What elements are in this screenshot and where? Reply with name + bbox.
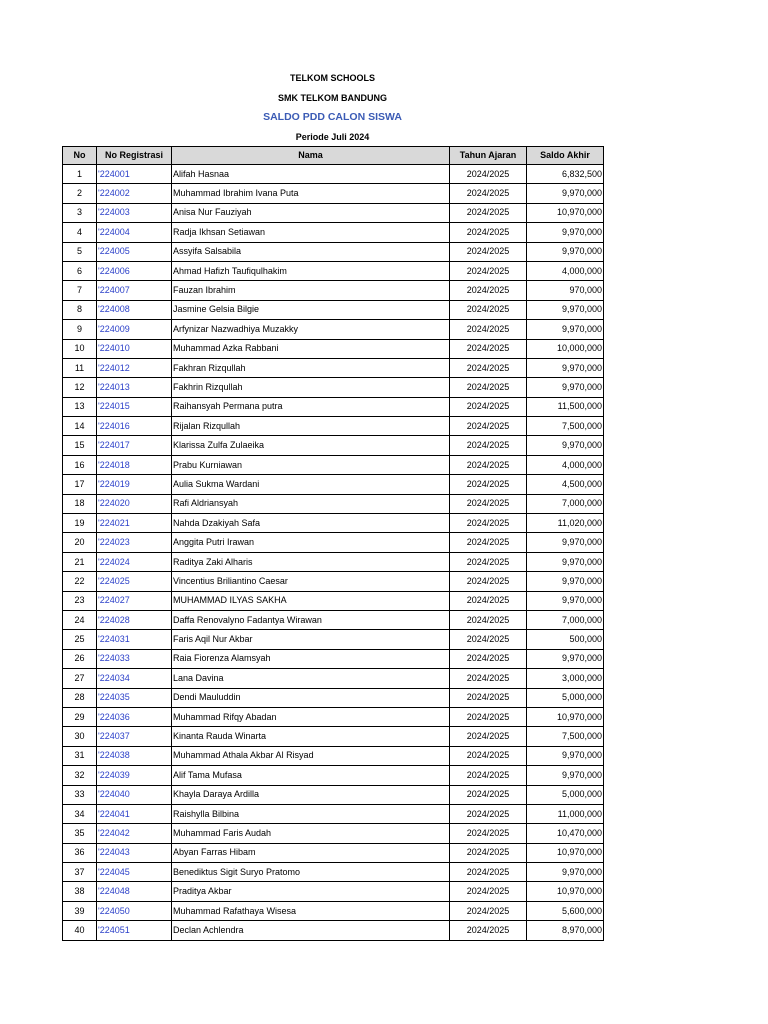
cell-academic-year: 2024/2025	[450, 843, 527, 862]
cell-name: Abyan Farras Hibam	[172, 843, 450, 862]
cell-name: Radja Ikhsan Setiawan	[172, 223, 450, 242]
cell-registration-number[interactable]: '224051	[97, 921, 172, 940]
table-row	[63, 397, 604, 416]
cell-no: 15	[63, 436, 97, 455]
report-title: SALDO PDD CALON SISWA	[263, 111, 402, 123]
cell-final-balance: 10,000,000	[527, 339, 604, 358]
cell-final-balance: 9,970,000	[527, 378, 604, 397]
cell-name: Assyifa Salsabila	[172, 242, 450, 261]
cell-no: 6	[63, 261, 97, 280]
balance-table	[62, 146, 604, 941]
cell-name: Prabu Kurniawan	[172, 455, 450, 474]
cell-name: Nahda Dzakiyah Safa	[172, 514, 450, 533]
cell-no: 25	[63, 630, 97, 649]
table-row	[63, 203, 604, 222]
cell-no: 14	[63, 417, 97, 436]
cell-academic-year: 2024/2025	[450, 184, 527, 203]
cell-no: 36	[63, 843, 97, 862]
cell-name: Muhammad Azka Rabbani	[172, 339, 450, 358]
cell-academic-year: 2024/2025	[450, 746, 527, 765]
cell-final-balance: 10,970,000	[527, 707, 604, 726]
cell-registration-number[interactable]: '224008	[97, 300, 172, 319]
table-row	[63, 804, 604, 823]
cell-registration-number[interactable]: '224021	[97, 514, 172, 533]
cell-academic-year: 2024/2025	[450, 766, 527, 785]
cell-no: 7	[63, 281, 97, 300]
cell-final-balance: 9,970,000	[527, 436, 604, 455]
cell-no: 30	[63, 727, 97, 746]
cell-no: 39	[63, 901, 97, 920]
cell-academic-year: 2024/2025	[450, 436, 527, 455]
cell-academic-year: 2024/2025	[450, 165, 527, 184]
cell-name: Muhammad Rafathaya Wisesa	[172, 901, 450, 920]
table-row	[63, 475, 604, 494]
cell-final-balance: 9,970,000	[527, 766, 604, 785]
table-row	[63, 436, 604, 455]
cell-name: MUHAMMAD ILYAS SAKHA	[172, 591, 450, 610]
cell-academic-year: 2024/2025	[450, 281, 527, 300]
cell-name: Jasmine Gelsia Bilgie	[172, 300, 450, 319]
cell-registration-number[interactable]: '224040	[97, 785, 172, 804]
cell-academic-year: 2024/2025	[450, 630, 527, 649]
table-header-row	[63, 147, 604, 165]
cell-name: Ahmad Hafizh Taufiqulhakim	[172, 261, 450, 280]
cell-final-balance: 10,470,000	[527, 824, 604, 843]
cell-academic-year: 2024/2025	[450, 300, 527, 319]
cell-academic-year: 2024/2025	[450, 707, 527, 726]
cell-registration-number[interactable]: '224041	[97, 804, 172, 823]
cell-no: 13	[63, 397, 97, 416]
cell-no: 1	[63, 165, 97, 184]
cell-no: 28	[63, 688, 97, 707]
cell-academic-year: 2024/2025	[450, 785, 527, 804]
table-row	[63, 339, 604, 358]
cell-academic-year: 2024/2025	[450, 320, 527, 339]
cell-no: 16	[63, 455, 97, 474]
cell-no: 12	[63, 378, 97, 397]
cell-academic-year: 2024/2025	[450, 494, 527, 513]
table-row	[63, 746, 604, 765]
cell-registration-number[interactable]: '224020	[97, 494, 172, 513]
cell-final-balance: 9,970,000	[527, 320, 604, 339]
cell-registration-number[interactable]: '224028	[97, 610, 172, 629]
cell-no: 5	[63, 242, 97, 261]
cell-final-balance: 7,500,000	[527, 417, 604, 436]
table-row	[63, 261, 604, 280]
cell-academic-year: 2024/2025	[450, 610, 527, 629]
cell-no: 23	[63, 591, 97, 610]
cell-no: 4	[63, 223, 97, 242]
table-row	[63, 455, 604, 474]
cell-no: 21	[63, 552, 97, 571]
cell-name: Raditya Zaki Alharis	[172, 552, 450, 571]
cell-academic-year: 2024/2025	[450, 882, 527, 901]
cell-no: 35	[63, 824, 97, 843]
cell-name: Rafi Aldriansyah	[172, 494, 450, 513]
cell-name: Klarissa Zulfa Zulaeika	[172, 436, 450, 455]
cell-academic-year: 2024/2025	[450, 397, 527, 416]
table-row	[63, 242, 604, 261]
cell-registration-number[interactable]: '224024	[97, 552, 172, 571]
table-row	[63, 921, 604, 940]
table-row	[63, 863, 604, 882]
cell-final-balance: 4,000,000	[527, 261, 604, 280]
cell-no: 24	[63, 610, 97, 629]
cell-registration-number[interactable]: '224007	[97, 281, 172, 300]
column-header-registration: No Registrasi	[97, 147, 172, 165]
cell-registration-number[interactable]: '224013	[97, 378, 172, 397]
cell-final-balance: 9,970,000	[527, 223, 604, 242]
cell-final-balance: 970,000	[527, 281, 604, 300]
cell-final-balance: 8,970,000	[527, 921, 604, 940]
cell-registration-number[interactable]: '224035	[97, 688, 172, 707]
cell-academic-year: 2024/2025	[450, 863, 527, 882]
cell-no: 40	[63, 921, 97, 940]
cell-final-balance: 9,970,000	[527, 863, 604, 882]
cell-final-balance: 9,970,000	[527, 649, 604, 668]
cell-name: Muhammad Ibrahim Ivana Puta	[172, 184, 450, 203]
column-header-academic-year: Tahun Ajaran	[450, 147, 527, 165]
cell-no: 19	[63, 514, 97, 533]
cell-registration-number[interactable]: '224036	[97, 707, 172, 726]
cell-no: 37	[63, 863, 97, 882]
cell-no: 27	[63, 669, 97, 688]
table-row	[63, 494, 604, 513]
cell-final-balance: 11,500,000	[527, 397, 604, 416]
cell-final-balance: 6,832,500	[527, 165, 604, 184]
table-row	[63, 785, 604, 804]
cell-name: Vincentius Briliantino Caesar	[172, 572, 450, 591]
cell-name: Anggita Putri Irawan	[172, 533, 450, 552]
cell-final-balance: 9,970,000	[527, 358, 604, 377]
table-row	[63, 630, 604, 649]
cell-no: 31	[63, 746, 97, 765]
table-row	[63, 766, 604, 785]
table-row	[63, 824, 604, 843]
cell-name: Raihansyah Permana putra	[172, 397, 450, 416]
table-row	[63, 358, 604, 377]
cell-no: 32	[63, 766, 97, 785]
cell-name: Fauzan Ibrahim	[172, 281, 450, 300]
cell-name: Arfynizar Nazwadhiya Muzakky	[172, 320, 450, 339]
cell-final-balance: 3,000,000	[527, 669, 604, 688]
table-row	[63, 533, 604, 552]
cell-academic-year: 2024/2025	[450, 339, 527, 358]
cell-academic-year: 2024/2025	[450, 552, 527, 571]
cell-final-balance: 4,000,000	[527, 455, 604, 474]
table-row	[63, 707, 604, 726]
cell-registration-number[interactable]: '224038	[97, 746, 172, 765]
cell-name: Faris Aqil Nur Akbar	[172, 630, 450, 649]
cell-name: Kinanta Rauda Winarta	[172, 727, 450, 746]
cell-final-balance: 4,500,000	[527, 475, 604, 494]
cell-name: Khayla Daraya Ardilla	[172, 785, 450, 804]
cell-no: 11	[63, 358, 97, 377]
cell-name: Aulia Sukma Wardani	[172, 475, 450, 494]
cell-registration-number[interactable]: '224002	[97, 184, 172, 203]
cell-name: Lana Davina	[172, 669, 450, 688]
table-row	[63, 572, 604, 591]
table-row	[63, 223, 604, 242]
cell-final-balance: 9,970,000	[527, 591, 604, 610]
table-row	[63, 669, 604, 688]
cell-name: Benediktus Sigit Suryo Pratomo	[172, 863, 450, 882]
cell-academic-year: 2024/2025	[450, 378, 527, 397]
cell-no: 22	[63, 572, 97, 591]
cell-academic-year: 2024/2025	[450, 804, 527, 823]
table-row	[63, 591, 604, 610]
cell-final-balance: 11,020,000	[527, 514, 604, 533]
cell-registration-number[interactable]: '224006	[97, 261, 172, 280]
column-header-final-balance: Saldo Akhir	[527, 147, 604, 165]
cell-final-balance: 9,970,000	[527, 184, 604, 203]
cell-registration-number[interactable]: '224003	[97, 203, 172, 222]
cell-name: Fakhrin Rizqullah	[172, 378, 450, 397]
cell-registration-number[interactable]: '224042	[97, 824, 172, 843]
table-row	[63, 649, 604, 668]
cell-final-balance: 10,970,000	[527, 203, 604, 222]
cell-registration-number[interactable]: '224018	[97, 455, 172, 474]
table-row	[63, 688, 604, 707]
cell-registration-number[interactable]: '224031	[97, 630, 172, 649]
cell-name: Raia Fiorenza Alamsyah	[172, 649, 450, 668]
table-row	[63, 320, 604, 339]
cell-name: Fakhran Rizqullah	[172, 358, 450, 377]
table-body	[63, 165, 604, 941]
cell-name: Praditya Akbar	[172, 882, 450, 901]
cell-academic-year: 2024/2025	[450, 572, 527, 591]
cell-no: 33	[63, 785, 97, 804]
cell-no: 29	[63, 707, 97, 726]
cell-final-balance: 9,970,000	[527, 746, 604, 765]
cell-registration-number[interactable]: '224043	[97, 843, 172, 862]
cell-registration-number[interactable]: '224005	[97, 242, 172, 261]
cell-academic-year: 2024/2025	[450, 901, 527, 920]
cell-no: 2	[63, 184, 97, 203]
cell-name: Muhammad Rifqy Abadan	[172, 707, 450, 726]
cell-registration-number[interactable]: '224017	[97, 436, 172, 455]
cell-final-balance: 9,970,000	[527, 552, 604, 571]
cell-final-balance: 7,500,000	[527, 727, 604, 746]
table-row	[63, 165, 604, 184]
table-row	[63, 300, 604, 319]
cell-academic-year: 2024/2025	[450, 824, 527, 843]
cell-name: Rijalan Rizqullah	[172, 417, 450, 436]
cell-name: Muhammad Athala Akbar Al Risyad	[172, 746, 450, 765]
cell-academic-year: 2024/2025	[450, 475, 527, 494]
cell-no: 9	[63, 320, 97, 339]
cell-no: 34	[63, 804, 97, 823]
cell-academic-year: 2024/2025	[450, 417, 527, 436]
cell-registration-number[interactable]: '224039	[97, 766, 172, 785]
cell-academic-year: 2024/2025	[450, 688, 527, 707]
cell-final-balance: 9,970,000	[527, 242, 604, 261]
cell-academic-year: 2024/2025	[450, 455, 527, 474]
cell-no: 26	[63, 649, 97, 668]
cell-no: 3	[63, 203, 97, 222]
cell-no: 10	[63, 339, 97, 358]
cell-no: 38	[63, 882, 97, 901]
table-row	[63, 882, 604, 901]
cell-registration-number[interactable]: '224012	[97, 358, 172, 377]
cell-registration-number[interactable]: '224009	[97, 320, 172, 339]
cell-academic-year: 2024/2025	[450, 591, 527, 610]
cell-final-balance: 9,970,000	[527, 572, 604, 591]
cell-academic-year: 2024/2025	[450, 727, 527, 746]
cell-final-balance: 11,000,000	[527, 804, 604, 823]
cell-no: 18	[63, 494, 97, 513]
cell-no: 20	[63, 533, 97, 552]
school-group-title: TELKOM SCHOOLS	[290, 73, 375, 83]
cell-registration-number[interactable]: '224037	[97, 727, 172, 746]
cell-academic-year: 2024/2025	[450, 669, 527, 688]
report-period: Periode Juli 2024	[295, 132, 370, 142]
cell-academic-year: 2024/2025	[450, 533, 527, 552]
cell-final-balance: 9,970,000	[527, 300, 604, 319]
cell-name: Daffa Renovalyno Fadantya Wirawan	[172, 610, 450, 629]
table-row	[63, 514, 604, 533]
cell-academic-year: 2024/2025	[450, 223, 527, 242]
cell-registration-number[interactable]: '224015	[97, 397, 172, 416]
cell-academic-year: 2024/2025	[450, 358, 527, 377]
cell-registration-number[interactable]: '224034	[97, 669, 172, 688]
cell-final-balance: 7,000,000	[527, 610, 604, 629]
cell-registration-number[interactable]: '224045	[97, 863, 172, 882]
column-header-name: Nama	[172, 147, 450, 165]
cell-registration-number[interactable]: '224023	[97, 533, 172, 552]
cell-registration-number[interactable]: '224033	[97, 649, 172, 668]
cell-no: 17	[63, 475, 97, 494]
cell-final-balance: 7,000,000	[527, 494, 604, 513]
cell-academic-year: 2024/2025	[450, 203, 527, 222]
cell-no: 8	[63, 300, 97, 319]
table-row	[63, 417, 604, 436]
cell-registration-number[interactable]: '224001	[97, 165, 172, 184]
cell-registration-number[interactable]: '224025	[97, 572, 172, 591]
cell-final-balance: 10,970,000	[527, 843, 604, 862]
cell-name: Anisa Nur Fauziyah	[172, 203, 450, 222]
cell-registration-number[interactable]: '224048	[97, 882, 172, 901]
cell-final-balance: 5,000,000	[527, 785, 604, 804]
cell-registration-number[interactable]: '224004	[97, 223, 172, 242]
cell-final-balance: 5,600,000	[527, 901, 604, 920]
cell-registration-number[interactable]: '224010	[97, 339, 172, 358]
table-row	[63, 901, 604, 920]
cell-final-balance: 500,000	[527, 630, 604, 649]
cell-name: Alifah Hasnaa	[172, 165, 450, 184]
cell-academic-year: 2024/2025	[450, 649, 527, 668]
cell-academic-year: 2024/2025	[450, 261, 527, 280]
cell-name: Raishylla Bilbina	[172, 804, 450, 823]
cell-final-balance: 5,000,000	[527, 688, 604, 707]
table-row	[63, 184, 604, 203]
column-header-no: No	[63, 147, 97, 165]
cell-name: Declan Achlendra	[172, 921, 450, 940]
cell-name: Muhammad Faris Audah	[172, 824, 450, 843]
cell-registration-number[interactable]: '224019	[97, 475, 172, 494]
cell-registration-number[interactable]: '224050	[97, 901, 172, 920]
table-row	[63, 727, 604, 746]
cell-name: Dendi Mauluddin	[172, 688, 450, 707]
cell-registration-number[interactable]: '224016	[97, 417, 172, 436]
cell-final-balance: 10,970,000	[527, 882, 604, 901]
cell-academic-year: 2024/2025	[450, 242, 527, 261]
table-row	[63, 378, 604, 397]
cell-name: Alif Tama Mufasa	[172, 766, 450, 785]
table-row	[63, 281, 604, 300]
cell-academic-year: 2024/2025	[450, 921, 527, 940]
school-name: SMK TELKOM BANDUNG	[278, 93, 387, 103]
cell-final-balance: 9,970,000	[527, 533, 604, 552]
table-row	[63, 610, 604, 629]
table-row	[63, 552, 604, 571]
table-row	[63, 843, 604, 862]
cell-registration-number[interactable]: '224027	[97, 591, 172, 610]
cell-academic-year: 2024/2025	[450, 514, 527, 533]
